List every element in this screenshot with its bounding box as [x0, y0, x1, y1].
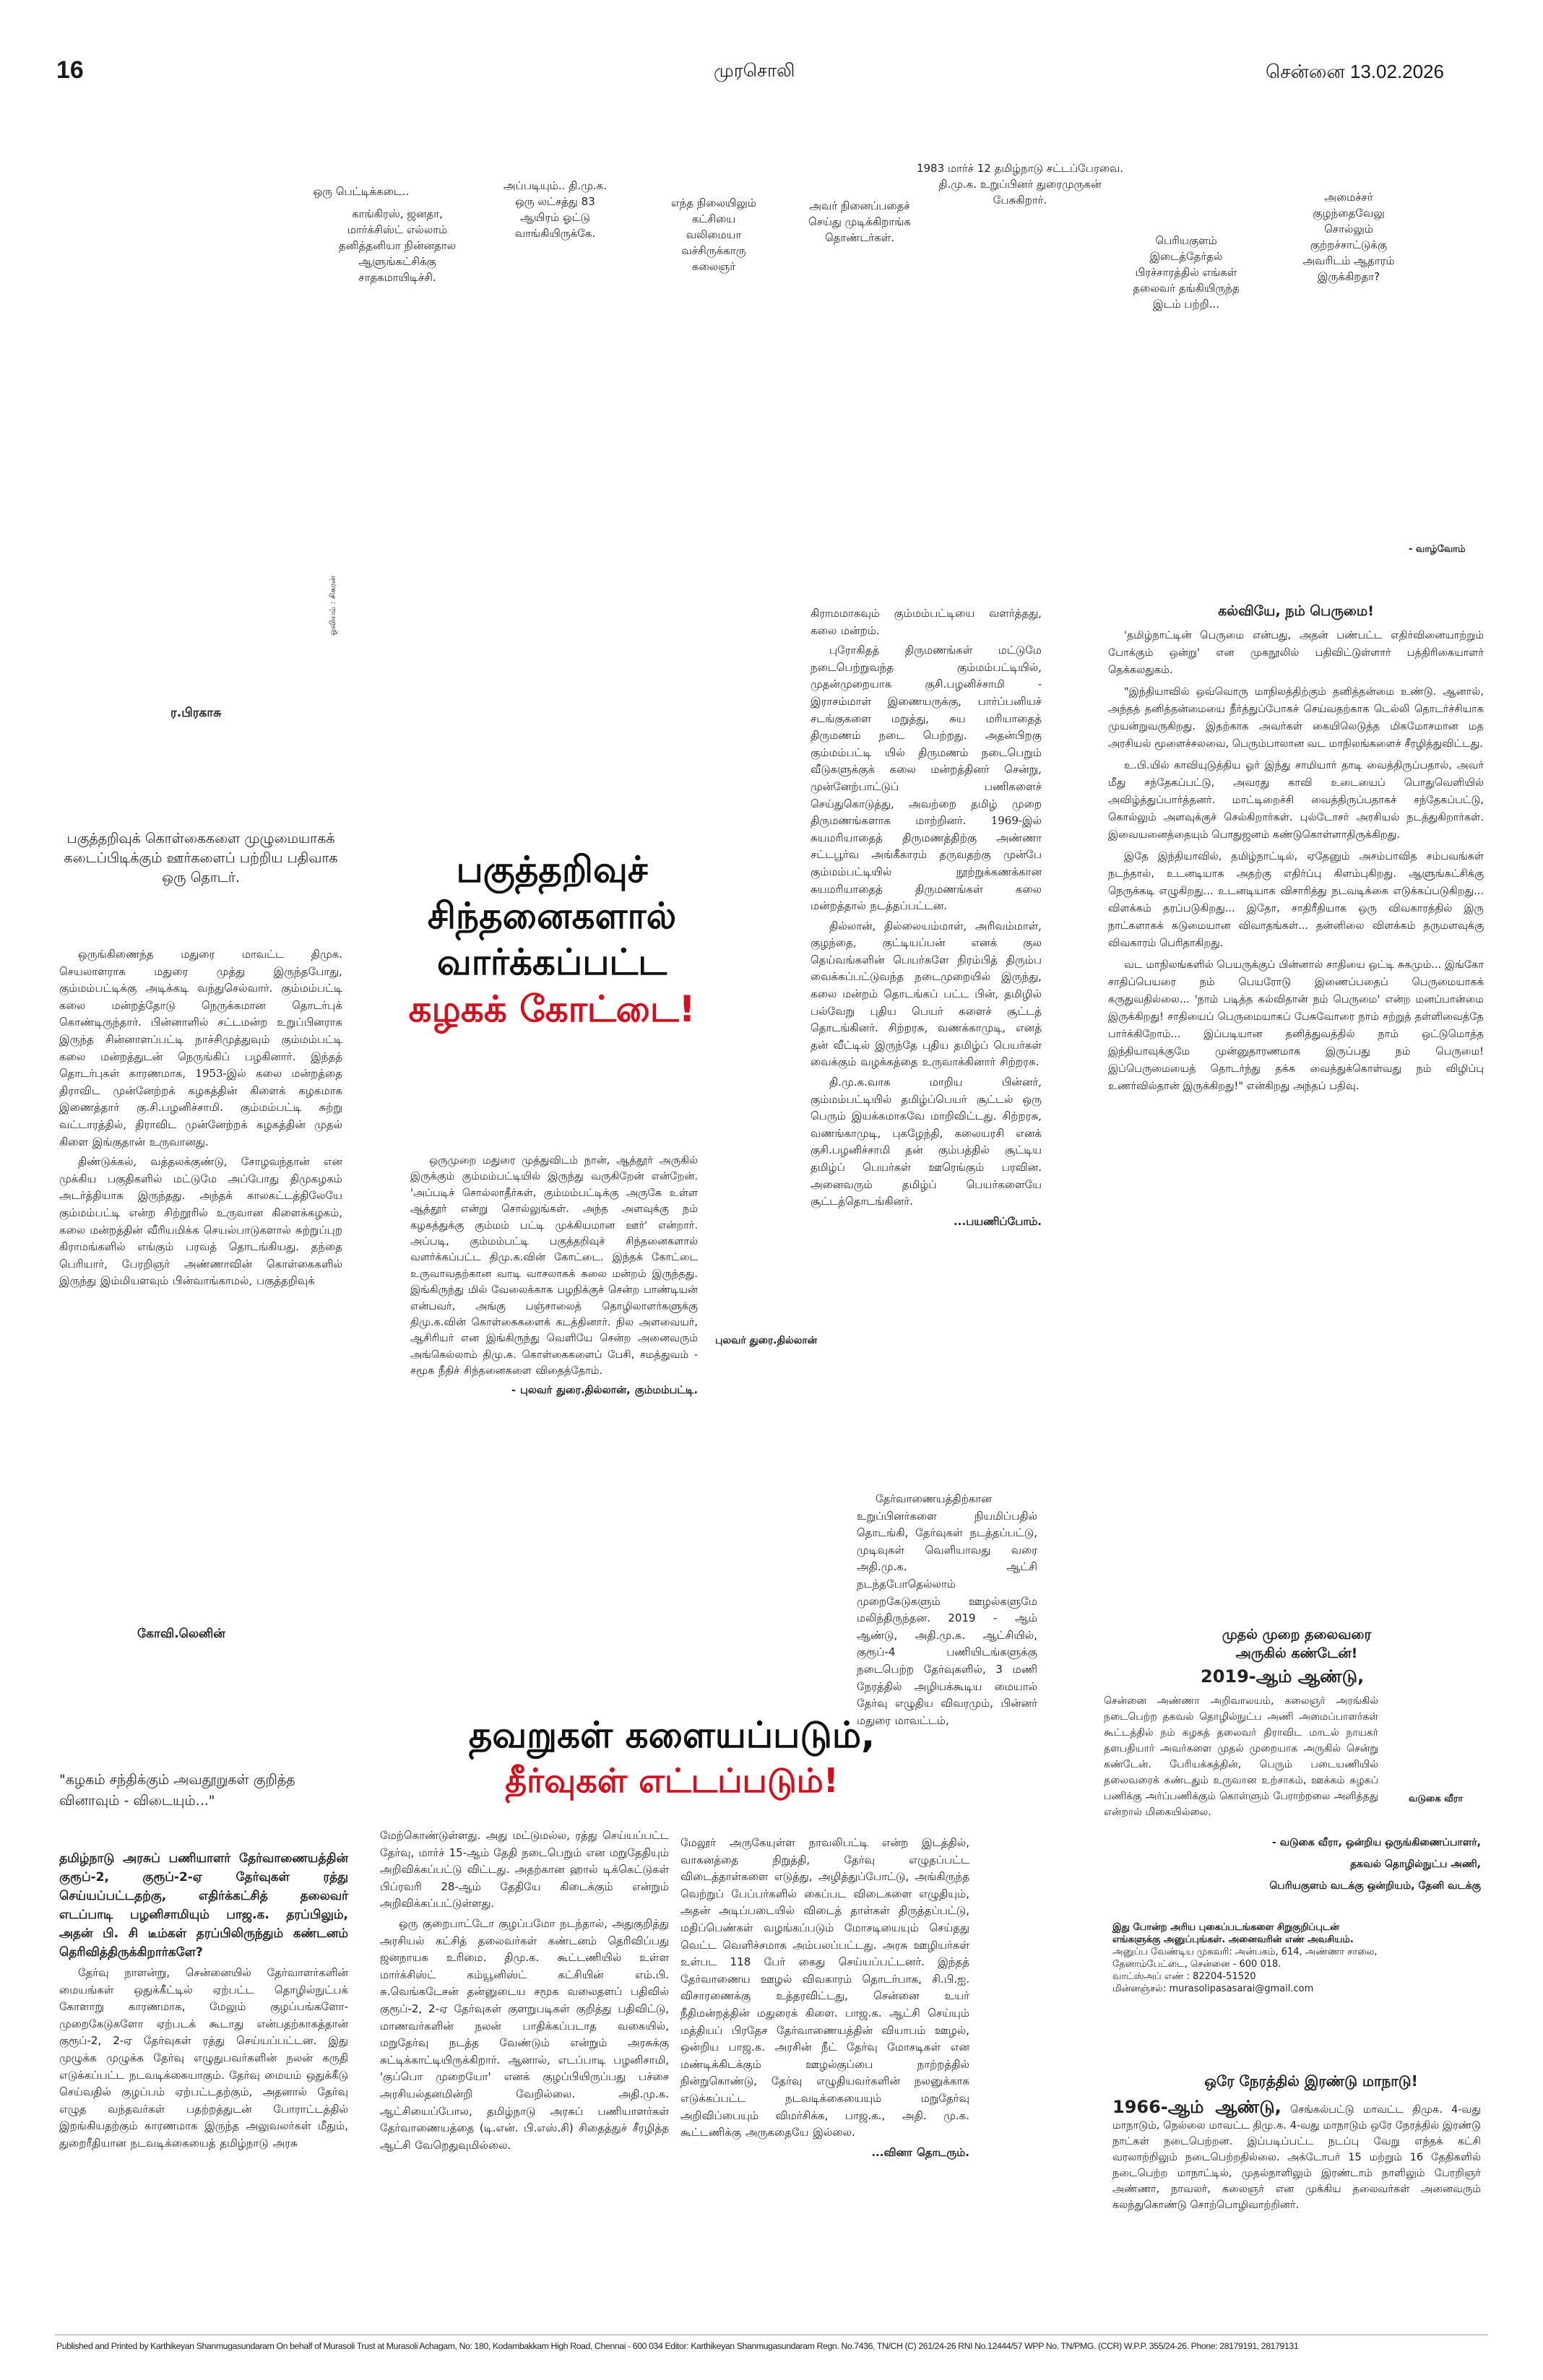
footer-rule: [55, 2334, 1488, 2335]
footer-imprint: Published and Printed by Karthikeyan Shanmugasundaram On behalf of Murasoli Trust at Murasoli Achagam, No: 180, Kodambakkam High Road, Chennai - 600 034 Editor: Karthikeyan Shanmugasundaram Regn. No.7436, TN/CH (C) 261/24-26 RNI No.12444/57 WPP No. TN/PMG. (CCR) W.P.P. 355/24-26. Phone: 28179191, 28179131: [56, 2341, 1299, 2351]
cartoon-continued: - வாழ்வோம்: [1409, 544, 1466, 555]
sidebar-para-2: "இந்தியாவில் ஒவ்வொரு மாநிலத்திற்கும் தனித்தன்மை உண்டு. ஆனால், அந்தத் தனித்தன்மையை நீர்த்துப்போகச் செய்வதற்காக டெல்லி தொடர்ச்சியாக முயன்றுவருகிறது. இதற்காக அவர்கள் கையிலெடுத்த மிகமோசமான மத அரசியல் மூளைச்சலவை, பெரும்பாலான வட மாநிலங்களைச் சீரழித்துவிட்டது.: [1108, 686, 1484, 750]
letter-invite-line-5: வாட்ஸ்அப் எண் : 82204-51520: [1112, 1971, 1256, 1982]
story1-col1-para-1: ஒருங்கிணைந்த மதுரை மாவட்ட திமுக. செயலாளராக மதுரை முத்து இருந்தபோது, கும்மம்பட்டிக்கு அடிக்கடி வந்துசெல்வார். கும்மம்பட்டி கலை மன்றத்தோடு நெருக்கமான தொடர்புக் கொண்டிருந்தார். பின்னாளில் சட்டமன்ற உறுப்பினராக இருந்த சின்னாளப்பட்டி நாச்சிமுத்துவும் கும்மம்பட்டி கலை மன்றத்துடன் நெருங்கிப் பழகினார். இந்தத் தொடர்புகள் காரணமாக, 1953-இல் கலை மன்றத்தை திராவிட முன்னேற்றக் கழகத்தின் கிளைக் கழகமாக இணைத்தார் கு.சி.பழனிச்சாமி. கும்மம்பட்டி சுற்று வட்டாரத்தில், திராவிட முன்னேற்றக் கழகத்தின் முதல் கிளை இங்குதான் உருவானது.: [59, 948, 342, 1148]
letter-signature-line-3: பெரியகுளம் வடக்கு ஒன்றியம், தேனி வடக்கு: [1269, 1880, 1481, 1892]
story1-col1-para-2: திண்டுக்கல், வத்தலக்குண்டு, சோழவந்தான் என முக்கிய பகுதிகளில் மட்டுமே அப்போது திமுகழகம் அடர்த்தியாக இருந்தது. அந்தக் காலகட்டத்திலேயே கும்மம்பட்டி என்ற சிற்றூரில் உருவான கிளைக்கழகம், கலை மன்றத்தின் வீரியமிக்க செயல்பாடுகளால் சுற்றுப்புற கிராமங்களில் எங்கும் பரவத் தொடங்கியது. தந்தை பெரியார், பேரறிஞர் அண்ணாவின் கொள்கைகளில் இருந்து இம்மியளவும் பின்வாங்காமல், பகுத்தறிவுக்: [59, 1155, 342, 1288]
sidebar-para-4: இதே இந்தியாவில், தமிழ்நாட்டில், ஏதேனும் அசம்பாவித சம்பவங்கள் நடந்தால், உடனடியாக அதற்கு எதிர்ப்பு கிளம்புகிறது. ஆளுங்கட்சிக்கு நெருக்கடி எழுகிறது... உடனடியாக விசாரித்து நடவடிக்கை எடுக்கப்படுகிறது... விளக்கம் தரப்படுகிறது... இதோ, சாதிரீதியாக ஒரு விவகாரத்தில் இரு நாட்களாகக் கடுமையான விவாதங்கள்... தன்னிலை விளக்கம் தருமளவுக்கு விவகாரம் பெரிதாகிறது.: [1108, 851, 1484, 949]
letter-title: [1112, 1625, 1481, 1663]
letter-signature-line-1: - வடுகை வீரா, ஒன்றிய ஒருங்கிணைப்பாளர்,: [1272, 1837, 1481, 1848]
letter-invite-line-3: அனுப்ப வேண்டிய முகவரி: அன்பகம், 614, அண்ணா சாலை,: [1112, 1947, 1378, 1957]
story2-question: தமிழ்நாடு அரசுப் பணியாளர் தேர்வாணையத்தின் குரூப்-2, குரூப்-2-ஏ தேர்வுகள் ரத்து செய்யப்பட்டதற்கு, எதிர்க்கட்சித் தலைவர் எடப்பாடி பழனிசாமியும் பாஜ.க. தரப்பிலும், அதன் பி. சி டீம்கள் தரப்பிலிருந்தும் கண்டனம் தெரிவித்திருக்கிறார்களே?: [59, 1851, 348, 1960]
story1-col3-para-2: புரோகிதத் திருமணங்கள் மட்டுமே நடைபெற்றுவந்த கும்மம்பட்டியில், முதன்முறையாக குசி.பழனிச்சாமி - இராசம்மாள் இணையருக்கு, பார்ப்பனியச் சடங்குகளை மறுத்து, சுய மரியாதைத் திருமணம் நடை பெற்றது. அதன்பிறகு கும்மம்பட்டி யில் திருமணம் நடைபெறும் வீடுகளுக்குக் கலை மன்றத்தினர் சென்று, முன்னேற்பாட்டுப் பணிகளைச் செய்துகொடுத்து, அவற்றை தமிழ் முறை திருமணங்களாக மாற்றினர். 1969-இல் சுயமரியாதைத் திருமணத்திற்கு அண்ணா சட்டபூர்வ அங்கீகாரம் தருவதற்கு முன்பே கும்மம்பட்டியில் நூற்றுக்கணக்கான சுயமரியாதைத் திருமணங்கள் கலை மன்றத்தால் நடத்தப்பட்டன.: [811, 644, 1042, 913]
story1-photo-caption: புலவர் துரை.தில்லான்: [715, 1335, 818, 1346]
cartoon-bubble-7: பெரியகுளம் இடைத்தேர்தல் பிரச்சாரத்தில் எங்கள் தலைவர் தங்கியிருந்த இடம் பற்றி...: [1133, 234, 1240, 311]
story1-headline-line-3: வார்க்கப்பட்ட: [436, 941, 667, 983]
story1-quote-text: ஒருமுறை மதுரை முத்துவிடம் நான், ஆத்தூர் அருகில் இருக்கும் கும்மம்பட்டியில் இருந்து வருகிறேன் என்றேன். 'அப்படிச் சொல்லாதீர்கள், கும்மம்பட்டிக்கு அருகே உள்ள ஆத்தூர் என்று சொல்லுங்கள். அந்த அளவுக்கு நம் கழகத்துக்கு கும்மம் பட்டி முக்கியமான ஊர்' என்றார். அப்படி, கும்மம்பட்டி பகுத்தறிவுச் சிந்தனைகளால் வளர்க்கப்பட்ட திமு.க.வின் கோட்டை. இந்தக் கோட்டை உருவாவதற்கான வாடி வாசலாகக் கலை மன்றம் இருந்தது. இங்கிருந்து மில் வேலைக்காக பழநிக்குச் சென்ற பாண்டியன் என்பவர், அங்கு பஞ்சாலைத் தொழிலாளர்களுக்கு திமு.க.வின் கொள்கைகளைக் கடத்தினார். நில அளவையர், ஆசிரியர் என இங்கிருந்து வெளியே சென்ற அனைவரும் அங்கெல்லாம் திமு.க. கொள்கைகளைப் பேசி, சமத்துவம் - சமூக நீதிச் சிந்தனைகளை விதைத்தோம்.: [410, 1155, 698, 1377]
story1-column-1: [59, 946, 342, 1293]
story2-end-mark: ...வினா தொடரும்.: [871, 2145, 969, 2159]
story2-author: கோவி.லெனின்: [137, 1627, 225, 1641]
story2-headline-line-1: தவறுகள் களையப்படும்,: [468, 1714, 876, 1756]
story2-headline-line-2: தீர்வுகள் எட்டப்படும்!: [505, 1761, 839, 1800]
story2-column-1: [59, 1849, 348, 2155]
letter-body: சென்னை அண்ணா அறிவாலயம், கலைஞர் அரங்கில் நடைபெற்ற தகவல் தொழில்நுட்ப அணி அமைப்பாளர்கள் கூட்டத்தில் நம் கழகத் தலைவர் திராவிட மாடல் நாயகர் தளபதியார் அவர்களை முதல் முறையாக அருகில் சென்று கண்டேன். பேரியக்கத்தின், பெரும் படையணியில் தலைவரைக் கண்டதும் உருவான உற்சாகம், ஊக்கம் கழகப் பணிக்கு அர்ப்பணிக்கும் கொள்ளும் பேராற்றலை அளித்தது என்றால் மிகையில்லை.: [1104, 1695, 1378, 1818]
letter-signature-line-2: தகவல் தொழில்நுட்ப அணி,: [1350, 1858, 1481, 1870]
cartoon-bubble-8: அமைச்சர் குழந்தைவேலு சொல்லும் குற்றச்சாட்டுக்கு அவரிடம் ஆதாரம் இருக்கிறதா?: [1302, 191, 1395, 283]
story1-intro: பகுத்தறிவுக் கொள்கைகளை முழுமையாகக் கடைப்பிடிக்கும் ஊர்களைப் பற்றிய பதிவாக ஒரு தொடர்.: [64, 831, 338, 886]
story1-headline-line-1: பகுத்தறிவுச்: [456, 849, 648, 891]
sidebar-title: கல்வியே, நம் பெருமை!: [1218, 603, 1374, 619]
story1-column-3: [811, 605, 1042, 1230]
story1-headline-line-4: கழகக் கோட்டை!: [408, 988, 696, 1030]
sidebar-para-3: உ.பி.யில் காவியுடுத்திய ஓர் இந்து சாமியார் தாடி வைத்திருப்பதால், அவர் மீது சந்தேகப்பட்டு, அவரது காவி உடையைப் பொதுவெளியில் அவிழ்த்துப்பார்த்தனர். மாட்டிறைச்சி வைத்திருப்பதாகச் சந்தேகப்பட்டு, கொல்லும் அளவுக்குச் செல்கிறார்கள். புல்டோசர் அரசியல் நடத்துகிறார்கள். இவையனைத்தையும் பொதுஜனம் கண்டுகொள்ளாதிருக்கிறது.: [1108, 760, 1484, 841]
story1-col3-para-3: தில்லான், தில்லையம்மாள், அரிவம்மாள், குழந்தை, குட்டியப்பன் எனக் குல தெய்வங்களின் பெயர்களே நிரம்பித் திரும்ப வைக்கப்பட்டுவந்த நடைமுறையில் இருந்து, கலை மன்றம் தொடங்கப் பட்ட பின், தமிழில் பல்வேறு புதிய பெயர் களைச் சூட்டத் தொடங்கினர். சிற்றரசு, வணக்காமுடி, எனத் தன் வீட்டில் இருந்தே புதிய தமிழ்ப் பெயர்கள் வைக்கும் வழக்கத்தை உருவாக்கினார் சிற்றரசு.: [811, 919, 1042, 1069]
story1-headline: [390, 847, 714, 1033]
letter-invite-line-2: எங்களுக்கு அனுப்புங்கள். அனைவரின் எண் அவசியம்.: [1112, 1934, 1354, 1945]
cartoon-bubble-1: ஒரு பெட்டிக்கடை..: [313, 185, 410, 198]
letter-invite-line-1: இது போன்ற அரிய புகைப்படங்களை சிறுகுறிப்புடன்: [1112, 1922, 1339, 1933]
story2-col2-para-2: ஒரு குறைபாட்டோ குழப்பமோ நடந்தால், அதுகுறித்து அரசியல் கட்சித் தலைவர்கள் கண்டனம் தெரிவிப்பது ஜனநாயக உரிமை. திமு.க. கூட்டணியில் உள்ள மார்க்சிஸ்ட் கம்யூனிஸ்ட் கட்சியின் எம்.பி. சு.வெங்கடேசன் தன்னுடைய சமூக வலைதளப் பதிவில் குரூப்-2, 2-ஏ தேர்வுகள் குளறுபடிகள் குறித்து பதிவிட்டு, மாணவர்களின் நலன் பாதிக்கப்படாத வகையில், மறுதேர்வு நடத்த வேண்டும் என்றும் அரசுக்கு சுட்டிக்காட்டியிருக்கிறார். ஆனால், எடப்பாடி பழனிசாமி, 'குப்பொ முறையோ' எனக் குழப்பியிருப்பது பச்சை அரசியல்தனமின்றி வேறில்லை. அதி.மு.க. ஆட்சியைப்போல, தமிழ்நாடு அரசுப் பணியாளர்கள் தேர்வாணையத்தை (டி.என். பி.எஸ்.சி) சிதைத்துச் சீரழித்த ஆட்சி வேறெதுவுமில்லை.: [380, 1916, 669, 2152]
cartoon-bubble-4: எந்த நிலையிலும் கட்சியை வலிமையா வச்சிருக்காரு கலைஞர்: [671, 196, 756, 273]
letter-signature: [1214, 1832, 1481, 1897]
story2-col2-para-1: மேற்கொண்டுள்ளது. அது மட்டுமல்ல, ரத்து செய்யப்பட்ட தேர்வு, மார்ச் 15-ஆம் தேதி நடைபெறும் என மறுதேதியும் அறிவிக்கப்பட்டு விட்டது. அதற்கான ஹால் டிக்கெட்டுகள் பிப்ரவரி 28-ஆம் தேதியே கிடைக்கும் என்றும் அறிவிக்கப்பட்டுள்ளது.: [380, 1829, 669, 1911]
history-text: [1112, 2099, 1481, 2213]
paper-name: முரசொலி: [714, 61, 795, 81]
letter-title-line-2: அருகில் கண்டேன்!: [1235, 1645, 1358, 1661]
story1-end-mark: ...பயணிப்போம்.: [953, 1214, 1042, 1228]
letter-lead: 2019-ஆம் ஆண்டு,: [1201, 1666, 1365, 1687]
story1-col3-para-1: கிராமமாகவும் கும்மம்பட்டியை வளர்த்தது, கலை மன்றம்.: [811, 607, 1042, 637]
letter-title-line-1: முதல் முறை தலைவரை: [1222, 1627, 1372, 1643]
story2-intro: "கழகம் சந்திக்கும் அவதூறுகள் குறித்த வினாவும் - விடையும்...": [59, 1772, 295, 1809]
cartoon-author: ர.பிரகாசு: [170, 706, 222, 720]
sidebar-para-1: 'தமிழ்நாட்டின் பெருமை என்பது, அதன் பண்பட்ட எதிர்வினையாற்றும் போக்கும் ஒன்று' என முகநூலில் பதிவிட்டுள்ளார் பத்திரிகையாளர் தெக்கலதுகம்.: [1108, 630, 1484, 676]
letter-photo-caption: வடுகை வீரா: [1409, 1793, 1464, 1804]
story1-quote-credit: - புலவர் துரை.தில்லான், கும்மம்பட்டி.: [511, 1384, 698, 1396]
dateline: சென்னை 13.02.2026: [1266, 61, 1445, 82]
story2-col4-para: தேர்வாணையத்திற்கான உறுப்பினர்களை நியமிப்பதில் தொடங்கி, தேர்வுகள் நடத்தப்பட்டு, முடிவுகள் வெளியாவது வரை அதி.மு.க. ஆட்சி நடந்தபோதெல்லாம் முறைகேடுகளும் ஊழல்களுமே மலிந்திருந்தன. 2019 - ஆம் ஆண்டு, அதி.மு.க. ஆட்சியில், குரூப்-4 பணியிடங்களுக்கு நடைபெற்ற தேர்வுகளில், 3 மணி நேரத்தில் அழியக்கூடிய மையால் தேர்வு எழுதிய விவரமும், பின்னர் மதுரை மாவட்டம்,: [857, 1492, 1037, 1727]
cartoon-bubble-5: அவர் நினைப்பதைச் செய்து முடிக்கிறாங்க தொண்டர்கள்.: [808, 199, 911, 244]
story1-quote-box: [410, 1153, 698, 1398]
cartoon-bubble-3: அப்படியும்.. தி.மு.க. ஒரு லட்சத்து 83 ஆயிரம் ஓட்டு வாங்கியிருக்கே.: [503, 179, 607, 240]
story2-column-2: [380, 1827, 669, 2157]
story1-headline-line-2: சிந்தனைகளால்: [427, 895, 677, 937]
history-lead: 1966-ஆம் ஆண்டு,: [1112, 2097, 1281, 2117]
cartoon-bubble-6: 1983 மார்ச் 12 தமிழ்நாடு சட்டப்பேரவை. தி.மு.க. உறுப்பினர் துரைமுருகன் பேசுகிறார்.: [916, 162, 1124, 207]
story2-col1-para: தேர்வு நாளன்று, சென்னையில் தேர்வாளர்களின் மையங்கள் ஒதுக்கீட்டில் ஏற்பட்ட தொழில்நுட்பக் கோளாறு காரணமாக, மேலும் குழப்பங்களோ-முறைகேடுகளோ ஏற்படக் கூடாது என்பதற்காகத்தான் குரூப்-2, 2-ஏ தேர்வுகள் ரத்து செய்யப்பட்டன. இது முழுக்க முழுக்க தேர்வு எழுதுபவர்களின் நலன் கருதி எடுக்கப்பட்ட நடவடிக்கையாகும். தேர்வு மையம் ஒதுக்கீடு செய்வதில் குழப்பம் ஏற்பட்டதற்கும், அதனால் தேர்வு எழுத வந்தவர்கள் பதற்றத்துடன் போராட்டத்தில் இறங்கியதற்கும் காரணமாக இருந்த அலுவலர்கள் மீதும், துறைரீதியான நடவடிக்கையைத் தமிழ்நாடு அரசு: [59, 1966, 348, 2150]
story2-col3-para: மேலூர் அருகேயுள்ள நாவலிபட்டி என்ற இடத்தில், வாகனத்தை நிறுத்தி, தேர்வு எழுதப்பட்ட விடைத்தாள்களை எடுத்து, அழித்துப்போட்டு, அங்கிருந்த வெற்றுப் பேப்பர்களில் கைப்பட விடைகளை எழுதியும், அதன் அடிப்படையில் விடைத் தாள்கள் திருத்தப்பட்டு, மதிப்பெண்கள் வழங்கப்படும் மோசடியையும் செய்தது வெட்ட வெளிச்சமாக அம்பலப்பட்டது. அரசு ஊழியர்கள் உள்பட 118 பேர் கைது செய்யப்பட்டனர். இந்தத் தேர்வாணைய ஊழல் விவகாரம் தொடர்பாக, சி.பி.ஐ. விசாரணைக்கு உத்தரவிட்டது, சென்னை உயர் நீதிமன்றத்தின் மதுரைக் கிளை. பாஜ.க. ஆட்சி செய்யும் மத்தியப் பிரதேச தேர்வாணையத்தின் வியாபம் ஊழல், ஒன்றிய பாஜ.க. அரசின் நீட் தேர்வு மோசடிகள் என மண்டிக்கிடக்கும் ஊழல்குப்பை நாற்றத்தில் நின்றுகொண்டு, தேர்வு எழுதியவர்களின் நலனுக்காக எடுக்கப்பட்ட நடவடிக்கையையும் மறுதேர்வு அறிவிப்பையும் விமர்சிக்க, பாஜ.க., அதி. மு.க. கூட்டணிக்கு அருகதையே இல்லை.: [680, 1836, 969, 2139]
story1-col3-para-4: தி.மு.க.வாக மாறிய பின்னர், கும்மம்பட்டியில் தமிழ்ப்பெயர் சூட்டல் ஒரு பெரும் இயக்கமாகவே மாறிவிட்டது. சிற்றரசு, வணங்காமுடி, புகழேந்தி, கலையரசி எனக் குசி.பழனிச்சாமி தன் கும்பத்தில் சூட்டிய தமிழ்ப் பெயர்கள் ஊரெங்கும் பரவின. அனைவரும் தமிழ்ப் பெயர்களையே சூட்டத்தொடங்கினர்.: [811, 1076, 1042, 1208]
story2-column-4: [857, 1491, 1037, 1732]
cartoon-artist-credit: ஓவியம் : சிகரன்: [328, 576, 337, 636]
sidebar-education-pride: [1108, 602, 1484, 1099]
sidebar-para-5: வட மாநிலங்களில் பெயருக்குப் பின்னால் சாதியை ஒட்டி சுகமும்... இங்கோ சாதிப்பெயரை நம் பெயரோடு இணைப்பதைப் பெருமையாகக் கருதுவதில்லை... 'நாம் படித்த கல்விதான் நம் பெருமை' என்ற மனப்பான்மை இருக்கிறது! சாதியைப் பெருமையாகப் பேசுவோரை நாம் சற்றுத் தள்ளிவைத்தே பார்க்கிறோம்... இப்படியான தனித்துவத்தில் நாம் ஒட்டுமொத்த இந்தியாவுக்குமே முன்னுதாரணமாக இருப்பது நம் பெருமை! இப்பெருமையைத் தொடர்ந்து தக்க வைத்துக்கொள்வது நம் விழிப்பு உணர்வில்தான் இருக்கிறது!" என்கிறது அந்தப் பதிவு.: [1108, 959, 1484, 1092]
letter-invite-line-4: தேனாம்பேட்டை, சென்னை - 600 018.: [1112, 1959, 1281, 1970]
history-title: ஒரே நேரத்தில் இரண்டு மாநாடு!: [1204, 2072, 1418, 2090]
letter-invitation: [1112, 1921, 1416, 1995]
cartoon-bubble-2: காங்கிரஸ், ஜனதா, மார்க்சிஸ்ட் எல்லாம் தனித்தனியா நின்னதால ஆளுங்கட்சிக்கு சாதகமாயிடிச்சி.: [338, 207, 457, 284]
story2-column-3: [680, 1835, 969, 2161]
page-number: 16: [56, 56, 84, 84]
letter-invite-line-6: மின்னஞ்சல்: murasolipasasarai@gmail.com: [1112, 1983, 1314, 1994]
history-body: செங்கல்பட்டு மாவட்ட திமுக. 4-வது மாநாடும், நெல்லை மாவட்ட திமு.க. 4-வது மாநாடும் ஒரே நேரத்தில் இரண்டு நாட்கள் நடைபெற்றன. இப்படிப்பட்ட நடப்பு வேறு எந்தக் கட்சி வரலாற்றிலும் நடைபெற்றதில்லை. அக்டோபர் 15 மற்றும் 16 தேதிகளில் நடைபெற்ற மாநாட்டில், முதல்நாளிலும் இரண்டாம் நாளிலும் பேரறிஞர் அண்ணா, நாவலர், கலைஞர் என முக்கிய தலைவர்கள் அனைவரும் கலந்துகொண்டு சொற்பொழிவாற்றினர்.: [1112, 2104, 1481, 2211]
